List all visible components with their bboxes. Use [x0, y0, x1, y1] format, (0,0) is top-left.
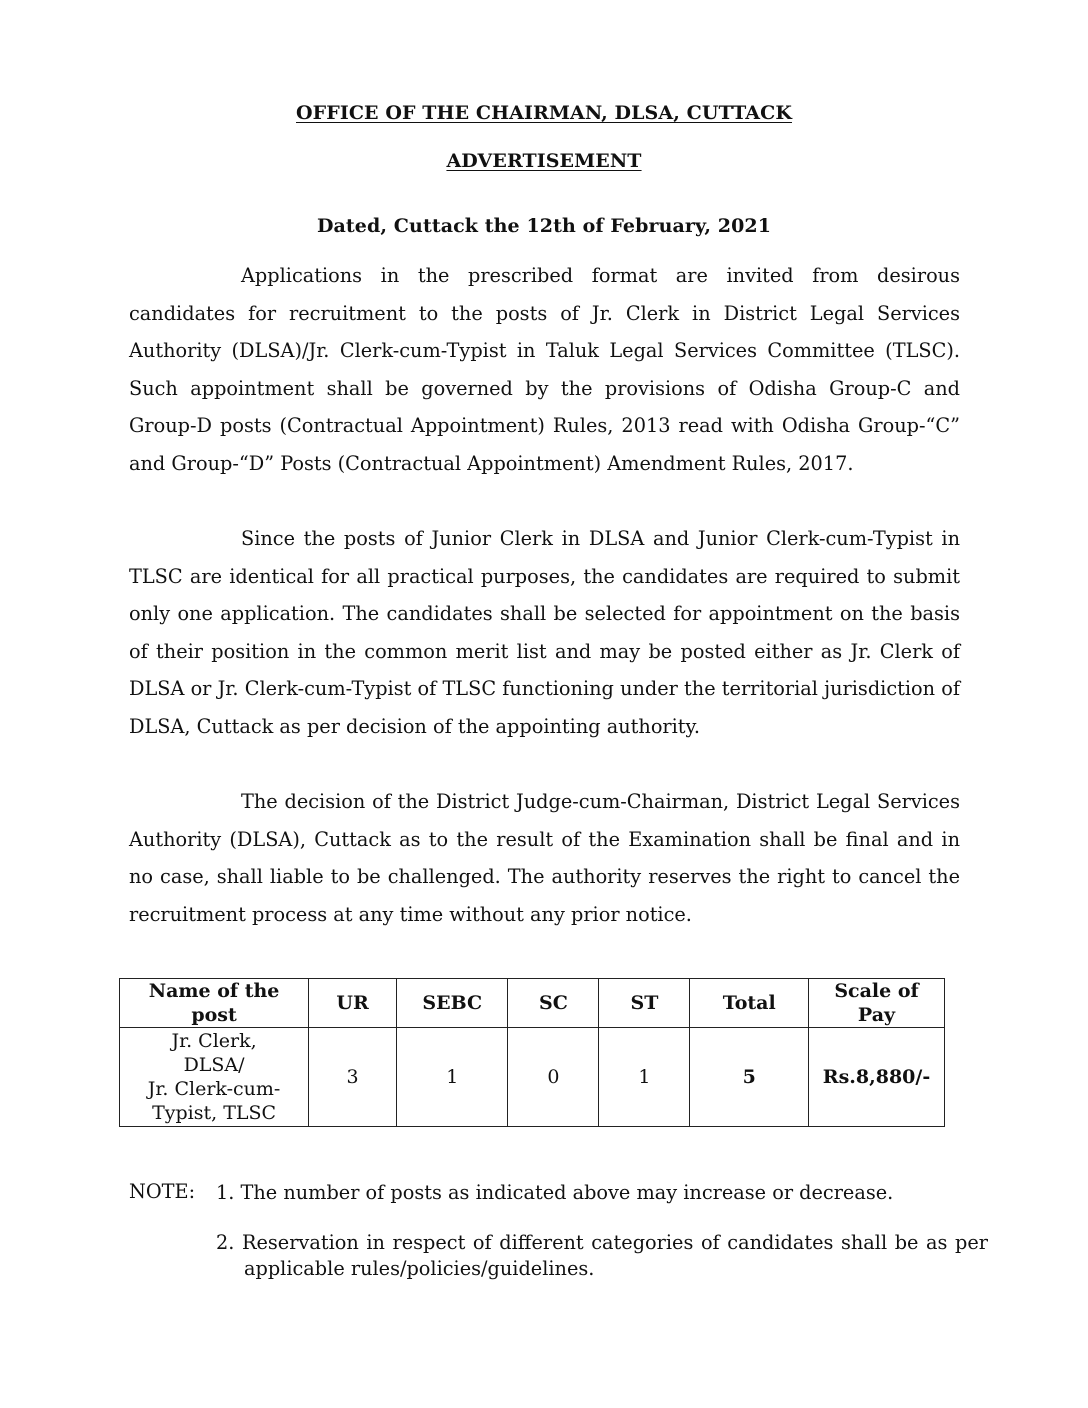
header-ur: UR: [309, 979, 397, 1028]
header-sc: SC: [508, 979, 599, 1028]
header-scale-of-pay: Scale of Pay: [809, 979, 945, 1028]
cell-st: 1: [599, 1028, 690, 1127]
cell-total: 5: [690, 1028, 809, 1127]
cell-ur: 3: [309, 1028, 397, 1127]
paragraph-decision: The decision of the District Judge-cum-Chairman, District Legal Services Authority (DLSA), Cuttack as to the result of the Examination shall be final and in no case, shall liable to be challenged. The authority reserves the right to cancel the recruitment process at any time without any prior notice.: [129, 790, 960, 926]
office-heading-text: OFFICE OF THE CHAIRMAN, DLSA, CUTTACK: [296, 102, 792, 124]
note-item: 2. Reservation in respect of different categories of candidates shall be as per applicable rules/policies/guidelines.: [216, 1231, 988, 1280]
header-st: ST: [599, 979, 690, 1028]
office-heading: [0, 102, 1088, 124]
advertisement-title: [0, 150, 1088, 172]
posts-table: [119, 978, 945, 1127]
paragraph-applications: Applications in the prescribed format are invited from desirous candidates for recruitment to the posts of Jr. Clerk in District Legal Services Authority (DLSA)/Jr. Clerk-cum-Typist in Taluk Legal Services Committee (TLSC). Such appointment shall be governed by the provisions of Odisha Group-C and Group-D posts (Contractual Appointment) Rules, 2013 read with Odisha Group-“C” and Group-“D” Posts (Contractual Appointment) Amendment Rules, 2017.: [129, 264, 960, 475]
cell-sebc: 1: [397, 1028, 508, 1127]
post-name-line: Jr. Clerk-cum-: [147, 1078, 281, 1100]
paragraph-identical-posts: Since the posts of Junior Clerk in DLSA and Junior Clerk-cum-Typist in TLSC are identical for all practical purposes, the candidates are required to submit only one application. The candidates shall be selected for appointment on the basis of their position in the common merit list and may be posted either as Jr. Clerk of DLSA or Jr. Clerk-cum-Typist of TLSC functioning under the territorial jurisdiction of DLSA, Cuttack as per decision of the appointing authority.: [129, 527, 960, 738]
header-total: Total: [690, 979, 809, 1028]
note-item: 1. The number of posts as indicated above may increase or decrease.: [216, 1181, 894, 1204]
post-name-line: Typist, TLSC: [152, 1102, 277, 1124]
table-row: [120, 1028, 945, 1127]
dated-line: Dated, Cuttack the 12th of February, 2021: [316, 215, 772, 237]
table-header-row: [120, 979, 945, 1028]
header-sebc: SEBC: [397, 979, 508, 1028]
advertisement-title-text: ADVERTISEMENT: [446, 150, 642, 172]
cell-sc: 0: [508, 1028, 599, 1127]
note-label: NOTE:: [129, 1180, 196, 1203]
post-name-line: Jr. Clerk,: [171, 1030, 257, 1052]
cell-scale-of-pay: Rs.8,880/-: [809, 1028, 945, 1127]
header-name-of-post: Name of the post: [120, 979, 309, 1028]
post-name-line: DLSA/: [183, 1054, 245, 1076]
cell-post-name: [120, 1028, 309, 1127]
